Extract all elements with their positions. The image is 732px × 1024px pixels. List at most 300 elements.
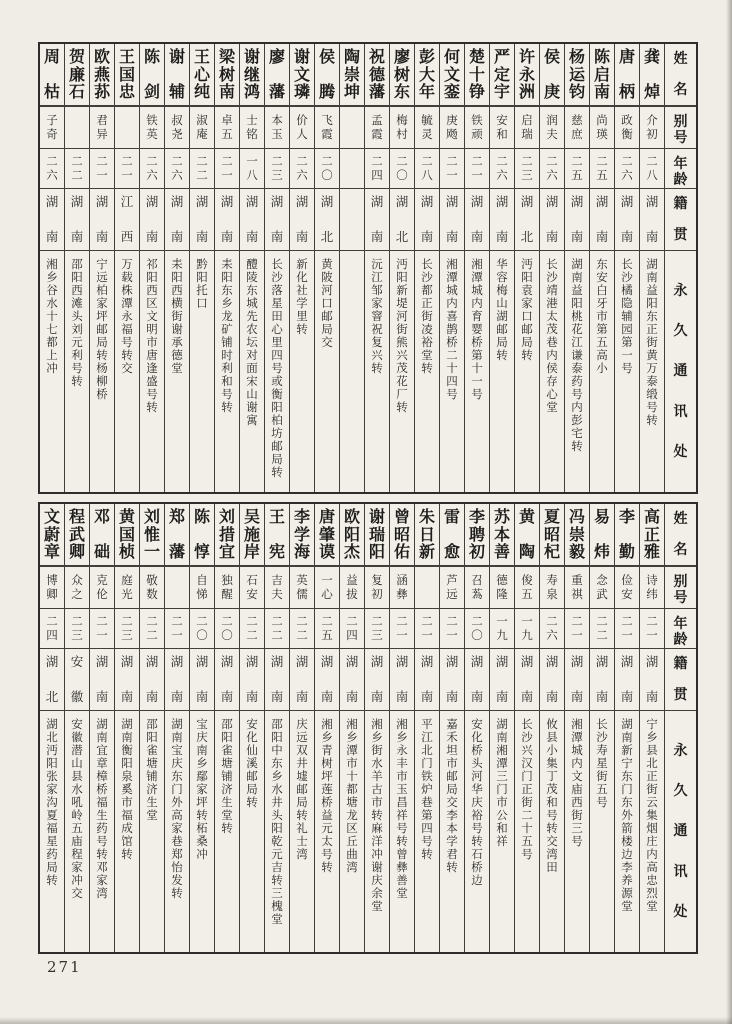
person-age: 一 九 xyxy=(490,609,514,649)
person-alias: 润 夫 xyxy=(540,107,564,149)
person-alias xyxy=(65,107,89,149)
header-origin-label: 籍 贯 xyxy=(665,649,696,711)
person-age: 二 六 xyxy=(615,149,639,189)
person-address xyxy=(290,711,314,952)
person-address-text: 沔阳袁家口邮局转 xyxy=(520,258,534,362)
person-address-text: 长沙兴汉门正街二十五号 xyxy=(520,718,534,861)
person-age: 二 八 xyxy=(415,149,439,189)
person-column xyxy=(389,504,414,952)
header-name-label: 姓 名 xyxy=(665,504,696,567)
person-origin: 湖 南 xyxy=(165,649,189,711)
person-address-text: 长沙靖港太茂巷内侯存心堂 xyxy=(545,258,559,414)
person-origin: 湖 北 xyxy=(40,649,64,711)
person-name: 谢 继 鸿 xyxy=(240,44,264,107)
person-name: 欧 阳 杰 xyxy=(340,504,364,567)
person-name: 苏 本 善 xyxy=(490,504,514,567)
person-name: 黄 陶 xyxy=(515,504,539,567)
person-name: 侯 庚 xyxy=(540,44,564,107)
person-address xyxy=(590,251,614,492)
person-column xyxy=(114,44,139,492)
person-address xyxy=(415,711,439,952)
person-address-text: 长沙寿星街五号 xyxy=(595,718,609,809)
person-origin: 湖 南 xyxy=(190,189,214,251)
person-name: 陈 启 南 xyxy=(590,44,614,107)
person-column xyxy=(614,44,639,492)
person-column xyxy=(489,44,514,492)
person-column xyxy=(364,504,389,952)
person-address xyxy=(540,711,564,952)
person-alias: 博 卿 xyxy=(40,567,64,609)
person-origin: 湖 南 xyxy=(40,189,64,251)
person-age: 二 八 xyxy=(640,149,664,189)
person-address xyxy=(140,251,164,492)
person-age: 一 八 xyxy=(240,149,264,189)
person-age: 二 一 xyxy=(215,149,239,189)
person-origin: 湖 南 xyxy=(465,189,489,251)
person-address-text: 湖南衡阳泉奚市福成馆转 xyxy=(120,718,134,861)
person-alias: 毓 灵 xyxy=(415,107,439,149)
person-address-text: 湘潭城内喜鹊桥二十四号 xyxy=(445,258,459,401)
person-address xyxy=(290,251,314,492)
person-alias: 自 悌 xyxy=(190,567,214,609)
person-address xyxy=(615,711,639,952)
person-name: 曾 昭 佑 xyxy=(390,504,414,567)
person-name: 李 勤 xyxy=(615,504,639,567)
person-column xyxy=(239,504,264,952)
person-name: 何 文 銮 xyxy=(440,44,464,107)
person-address xyxy=(190,711,214,952)
person-address xyxy=(565,251,589,492)
person-alias: 众 之 xyxy=(65,567,89,609)
person-age: 二 六 xyxy=(140,149,164,189)
person-origin: 湖 南 xyxy=(115,649,139,711)
person-column xyxy=(539,504,564,952)
person-name: 杨 运 钧 xyxy=(565,44,589,107)
directory-table-bottom xyxy=(38,502,698,954)
person-address xyxy=(315,711,339,952)
person-column xyxy=(389,44,414,492)
person-name: 陈 剑 xyxy=(140,44,164,107)
person-name: 谢 文 璘 xyxy=(290,44,314,107)
person-address-text: 湖南益阳东正街黄万泰缎号转 xyxy=(645,258,659,427)
person-origin: 湖 南 xyxy=(140,189,164,251)
person-column xyxy=(464,504,489,952)
person-address xyxy=(640,251,664,492)
person-column xyxy=(64,504,89,952)
person-address-text: 长沙橘隐辅园第一号 xyxy=(620,258,634,375)
person-address xyxy=(190,251,214,492)
person-column xyxy=(264,504,289,952)
person-address-text: 湘潭城内文庙西街三号 xyxy=(570,718,584,848)
person-address-text: 沔阳新堤河街熊兴茂花厂转 xyxy=(395,258,409,414)
person-origin: 湖 南 xyxy=(440,189,464,251)
person-name: 侯 腾 xyxy=(315,44,339,107)
person-age: 二 二 xyxy=(240,609,264,649)
person-alias xyxy=(165,567,189,609)
person-origin: 湖 南 xyxy=(465,649,489,711)
person-age: 二 五 xyxy=(315,609,339,649)
person-column xyxy=(139,504,164,952)
person-column xyxy=(489,504,514,952)
person-origin: 湖 南 xyxy=(290,649,314,711)
person-origin: 湖 南 xyxy=(65,189,89,251)
person-age: 二 六 xyxy=(540,609,564,649)
person-alias: 卓 五 xyxy=(215,107,239,149)
header-age-label: 年 龄 xyxy=(665,149,696,189)
person-address xyxy=(365,711,389,952)
person-column xyxy=(339,44,364,492)
person-address-text: 庆远双井墟邮局转礼士湾 xyxy=(295,718,309,861)
person-address xyxy=(265,251,289,492)
person-column xyxy=(564,44,589,492)
person-name: 廖 树 东 xyxy=(390,44,414,107)
person-name: 陈 惇 xyxy=(190,504,214,567)
person-origin: 湖 南 xyxy=(215,189,239,251)
person-alias: 慈 庶 xyxy=(565,107,589,149)
person-column xyxy=(164,44,189,492)
person-address xyxy=(640,711,664,952)
person-alias: 复 初 xyxy=(365,567,389,609)
person-column xyxy=(189,44,214,492)
person-alias: 吉 夫 xyxy=(265,567,289,609)
person-address-text: 湘乡潭市十都塘龙区丘曲湾 xyxy=(345,718,359,874)
person-age: 二 四 xyxy=(340,609,364,649)
person-alias: 石 安 xyxy=(240,567,264,609)
person-age: 一 九 xyxy=(515,609,539,649)
person-name: 李 聘 初 xyxy=(465,504,489,567)
person-origin: 湖 南 xyxy=(565,189,589,251)
person-age: 二 〇 xyxy=(465,609,489,649)
person-age: 二 六 xyxy=(490,149,514,189)
person-alias: 安 和 xyxy=(490,107,514,149)
header-alias-label: 别 号 xyxy=(665,567,696,609)
person-name: 邓 础 xyxy=(90,504,114,567)
person-column xyxy=(464,44,489,492)
person-age: 二 〇 xyxy=(215,609,239,649)
person-alias xyxy=(115,107,139,149)
person-address-text: 湖南新宁东门东外箭楼边李养源堂 xyxy=(620,718,634,913)
person-age: 二 三 xyxy=(65,609,89,649)
person-age: 二 二 xyxy=(140,609,164,649)
person-address-text: 安化仙溪邮局转 xyxy=(245,718,259,809)
person-column xyxy=(239,44,264,492)
person-column xyxy=(614,504,639,952)
person-name: 彭 大 年 xyxy=(415,44,439,107)
person-origin: 湖 北 xyxy=(315,189,339,251)
person-age: 二 〇 xyxy=(190,609,214,649)
person-column xyxy=(164,504,189,952)
person-alias: 克 伦 xyxy=(90,567,114,609)
person-alias: 诗 纬 xyxy=(640,567,664,609)
person-origin: 湖 南 xyxy=(190,649,214,711)
person-alias: 启 瑞 xyxy=(515,107,539,149)
person-address xyxy=(215,711,239,952)
person-origin: 湖 南 xyxy=(265,189,289,251)
person-address xyxy=(90,251,114,492)
person-column xyxy=(40,504,64,952)
person-alias: 叔 尧 xyxy=(165,107,189,149)
person-origin: 湖 南 xyxy=(290,189,314,251)
header-name-label: 姓 名 xyxy=(665,44,696,107)
person-origin: 湖 南 xyxy=(415,649,439,711)
person-column xyxy=(564,504,589,952)
person-alias: 孟 霞 xyxy=(365,107,389,149)
person-origin: 湖 南 xyxy=(490,649,514,711)
person-origin: 湖 南 xyxy=(540,189,564,251)
person-alias: 君 异 xyxy=(90,107,114,149)
person-column xyxy=(439,44,464,492)
person-address-text: 湖南湘潭三门市公和祥 xyxy=(495,718,509,848)
person-alias: 俭 安 xyxy=(615,567,639,609)
person-name: 王 心 纯 xyxy=(190,44,214,107)
person-origin: 湖 南 xyxy=(390,649,414,711)
person-address-text: 嘉禾坦市邮局交李本学君转 xyxy=(445,718,459,874)
person-address-text: 宝庆南乡鄢家坪转柘桑冲 xyxy=(195,718,209,861)
person-address xyxy=(590,711,614,952)
person-address xyxy=(515,711,539,952)
person-address-text: 湘乡青树坪莲桥益元太号转 xyxy=(320,718,334,874)
scan-edge-bottom xyxy=(0,1017,732,1024)
person-age: 二 一 xyxy=(640,609,664,649)
person-alias: 独 醒 xyxy=(215,567,239,609)
person-alias: 飞 霞 xyxy=(315,107,339,149)
person-address xyxy=(40,251,64,492)
person-address xyxy=(65,711,89,952)
person-origin: 湖 北 xyxy=(515,189,539,251)
person-name: 朱 日 新 xyxy=(415,504,439,567)
person-address-text: 湖南宝庆东门外高家巷郑怡发转 xyxy=(170,718,184,900)
person-origin: 湖 南 xyxy=(165,189,189,251)
person-address xyxy=(490,711,514,952)
person-name: 唐 柄 xyxy=(615,44,639,107)
person-age: 二 一 xyxy=(390,609,414,649)
person-age: 二 三 xyxy=(115,609,139,649)
person-address xyxy=(390,251,414,492)
person-age: 二 六 xyxy=(165,149,189,189)
person-address-text: 黄陂河口邮局交 xyxy=(320,258,334,349)
person-address xyxy=(215,251,239,492)
header-column xyxy=(664,44,696,492)
person-address xyxy=(340,711,364,952)
person-alias: 一 心 xyxy=(315,567,339,609)
person-name: 吴 施 岸 xyxy=(240,504,264,567)
person-address-text: 湖南益阳桃花江谦泰药号内彭宅转 xyxy=(570,258,584,453)
person-age xyxy=(340,149,364,189)
person-alias: 庭 光 xyxy=(115,567,139,609)
person-address xyxy=(515,251,539,492)
person-address-text: 安化桥头河华庆裕号转石桥边 xyxy=(470,718,484,887)
person-origin: 湖 南 xyxy=(640,649,664,711)
person-address xyxy=(40,711,64,952)
person-alias: 寿 泉 xyxy=(540,567,564,609)
person-alias: 介 初 xyxy=(640,107,664,149)
person-address-text: 攸县小集丁茂和号转交湾田 xyxy=(545,718,559,874)
person-age: 二 一 xyxy=(615,609,639,649)
person-address xyxy=(265,711,289,952)
person-name: 周 枯 xyxy=(40,44,64,107)
person-column xyxy=(114,504,139,952)
directory-table-top xyxy=(38,42,698,494)
person-age: 二 五 xyxy=(565,149,589,189)
person-name: 易 炜 xyxy=(590,504,614,567)
person-name: 李 学 海 xyxy=(290,504,314,567)
person-alias: 召 蒍 xyxy=(465,567,489,609)
page-number: 271 xyxy=(47,958,82,976)
person-age: 二 二 xyxy=(265,609,289,649)
person-address xyxy=(540,251,564,492)
person-origin: 湖 南 xyxy=(365,649,389,711)
person-origin xyxy=(340,189,364,251)
person-age: 二 一 xyxy=(115,149,139,189)
person-column xyxy=(189,504,214,952)
person-alias: 铁 顽 xyxy=(465,107,489,149)
header-age-label: 年 龄 xyxy=(665,609,696,649)
person-age: 二 三 xyxy=(515,149,539,189)
person-age: 二 一 xyxy=(440,149,464,189)
person-alias: 尚 瑛 xyxy=(590,107,614,149)
person-origin: 湖 南 xyxy=(90,649,114,711)
person-column xyxy=(289,504,314,952)
person-alias: 德 隆 xyxy=(490,567,514,609)
person-address-text: 邵阳雀塘铺济生堂 xyxy=(145,718,159,822)
person-address-text: 耒阳东乡龙矿铺时利和号转 xyxy=(220,258,234,414)
person-address-text: 湖南宜章樟桥福生药号转邓家湾 xyxy=(95,718,109,900)
person-alias: 淑 庵 xyxy=(190,107,214,149)
person-address-text: 醴陵东城先农坛对面宋山谢寓 xyxy=(245,258,259,427)
person-name: 冯 崇 毅 xyxy=(565,504,589,567)
person-address xyxy=(390,711,414,952)
person-origin: 湖 南 xyxy=(265,649,289,711)
person-address-text: 安徽潜山县水吼岭五庙程家冲交 xyxy=(70,718,84,900)
person-alias: 涵 彝 xyxy=(390,567,414,609)
person-name: 谢 瑞 阳 xyxy=(365,504,389,567)
person-age: 二 一 xyxy=(565,609,589,649)
person-column xyxy=(589,504,614,952)
person-address xyxy=(115,251,139,492)
person-age: 二 六 xyxy=(40,149,64,189)
person-origin: 湖 南 xyxy=(365,189,389,251)
person-alias: 士 铭 xyxy=(240,107,264,149)
person-name: 许 永 洲 xyxy=(515,44,539,107)
person-column xyxy=(639,44,664,492)
person-age: 二 一 xyxy=(465,149,489,189)
person-column xyxy=(89,504,114,952)
person-name: 程 武 卿 xyxy=(65,504,89,567)
person-address-text: 万载株潭永福号转交 xyxy=(120,258,134,375)
person-origin: 湖 南 xyxy=(515,649,539,711)
header-column xyxy=(664,504,696,952)
person-age: 二 〇 xyxy=(390,149,414,189)
person-column xyxy=(364,44,389,492)
person-age: 二 二 xyxy=(590,609,614,649)
person-alias: 敬 数 xyxy=(140,567,164,609)
person-origin: 湖 南 xyxy=(340,649,364,711)
person-age: 二 一 xyxy=(415,609,439,649)
person-column xyxy=(414,504,439,952)
person-name: 谢 辅 xyxy=(165,44,189,107)
person-origin: 湖 南 xyxy=(240,649,264,711)
person-name: 刘 惟 一 xyxy=(140,504,164,567)
person-name: 贺 廉 石 xyxy=(65,44,89,107)
person-column xyxy=(214,504,239,952)
person-address xyxy=(315,251,339,492)
person-column xyxy=(314,44,339,492)
person-column xyxy=(139,44,164,492)
person-address-text: 新化社学里转 xyxy=(295,258,309,336)
person-origin: 湖 南 xyxy=(215,649,239,711)
person-name: 文 蔚 章 xyxy=(40,504,64,567)
person-origin: 湖 南 xyxy=(490,189,514,251)
person-age: 二 四 xyxy=(365,149,389,189)
person-age: 二 五 xyxy=(590,149,614,189)
person-alias: 政 衡 xyxy=(615,107,639,149)
person-column xyxy=(639,504,664,952)
person-address xyxy=(440,251,464,492)
person-name: 严 定 宇 xyxy=(490,44,514,107)
person-age: 二 三 xyxy=(365,609,389,649)
person-origin: 湖 南 xyxy=(590,189,614,251)
person-address xyxy=(490,251,514,492)
person-column xyxy=(89,44,114,492)
person-name: 夏 昭 杞 xyxy=(540,504,564,567)
person-origin: 湖 南 xyxy=(140,649,164,711)
person-origin: 湖 南 xyxy=(590,649,614,711)
person-column xyxy=(64,44,89,492)
person-origin: 湖 南 xyxy=(540,649,564,711)
person-name: 刘 措 宜 xyxy=(215,504,239,567)
person-name: 廖 藩 xyxy=(265,44,289,107)
person-address xyxy=(440,711,464,952)
person-alias: 念 武 xyxy=(590,567,614,609)
person-address xyxy=(65,251,89,492)
person-column xyxy=(264,44,289,492)
person-address xyxy=(465,251,489,492)
header-origin-label: 籍 贯 xyxy=(665,189,696,251)
person-column xyxy=(514,44,539,492)
person-address-text: 沅江邹家窨祝复兴转 xyxy=(370,258,384,375)
person-address xyxy=(115,711,139,952)
person-age: 二 二 xyxy=(65,149,89,189)
person-origin: 湖 南 xyxy=(440,649,464,711)
person-alias: 俊 五 xyxy=(515,567,539,609)
person-address xyxy=(90,711,114,952)
person-column xyxy=(589,44,614,492)
person-origin: 湖 南 xyxy=(90,189,114,251)
person-name: 祝 德 藩 xyxy=(365,44,389,107)
person-address xyxy=(365,251,389,492)
person-origin: 湖 南 xyxy=(240,189,264,251)
person-address xyxy=(165,711,189,952)
header-alias-label: 别 号 xyxy=(665,107,696,149)
person-address xyxy=(165,251,189,492)
scan-edge-right xyxy=(726,0,732,1024)
person-age: 二 六 xyxy=(290,149,314,189)
person-alias: 梅 村 xyxy=(390,107,414,149)
person-age: 二 一 xyxy=(165,609,189,649)
person-origin: 湖 南 xyxy=(615,189,639,251)
person-column xyxy=(40,44,64,492)
person-address-text: 湘乡永丰市玉昌祥号转曾彝善堂 xyxy=(395,718,409,900)
person-address xyxy=(415,251,439,492)
person-age: 二 一 xyxy=(90,149,114,189)
person-age: 二 四 xyxy=(40,609,64,649)
person-address xyxy=(465,711,489,952)
person-alias: 英 儒 xyxy=(290,567,314,609)
person-origin: 湖 南 xyxy=(640,189,664,251)
person-age: 二 一 xyxy=(90,609,114,649)
person-address-text: 华容梅山湖邮局转 xyxy=(495,258,509,362)
person-address-text: 湘潭城内育婴桥第十一号 xyxy=(470,258,484,401)
